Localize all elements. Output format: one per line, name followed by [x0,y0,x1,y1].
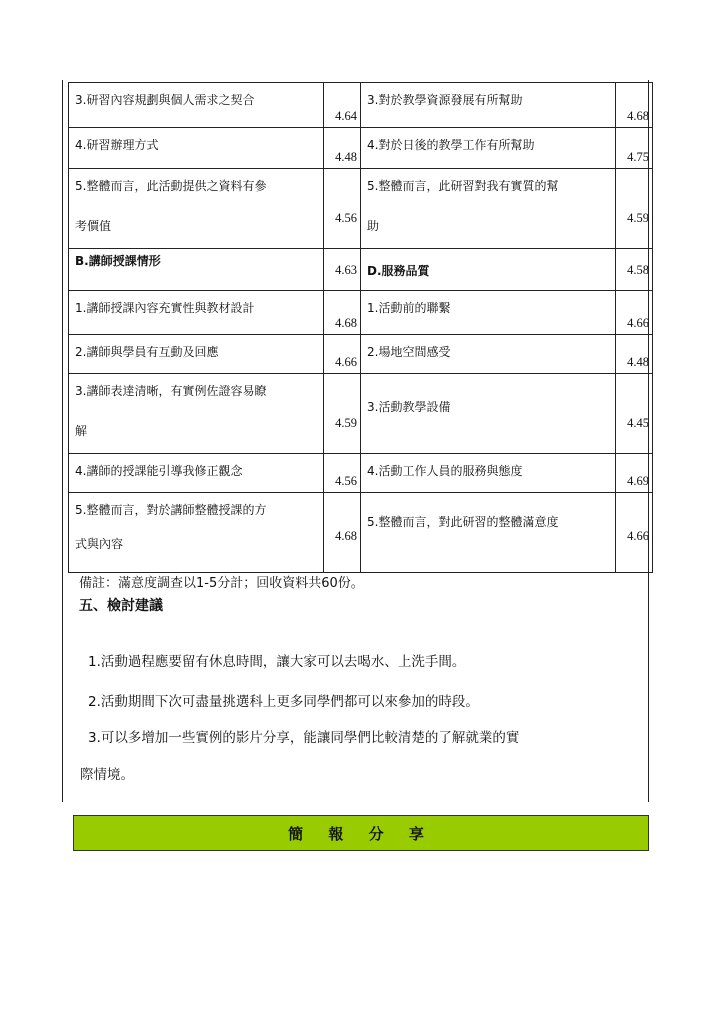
item-score-cell [324,374,361,454]
item-score-cell [616,335,653,374]
item-score: 4.48 [627,355,649,369]
item-label: 5.整體而言，對於講師整體授課的方 式與內容 [69,493,324,573]
item-score-cell [616,291,653,335]
item-score-cell [616,128,653,169]
item-label: 3.講師表達清晰，有實例佐證容易瞭 解 [69,374,324,454]
suggestion-item: 2.活動期間下次可盡量挑選科上更多同學們都可以來參加的時段。 [88,694,479,710]
banner-title: 簡 報 分 享 [288,824,434,843]
item-label: 3.活動教學設備 [361,374,616,454]
table-row [69,493,653,573]
item-score: 4.56 [335,211,357,225]
item-score-cell [324,249,361,291]
table-row [69,291,653,335]
section-label: B.講師授課情形 [69,249,324,291]
item-label: 3.對於教學資源發展有所幫助 [361,83,616,128]
item-score-cell [324,169,361,249]
item-score: 4.66 [627,529,649,543]
item-score: 4.75 [627,150,649,164]
item-score: 4.68 [335,316,357,330]
item-label: 4.活動工作人員的服務與態度 [361,454,616,493]
item-label: 2.講師與學員有互動及回應 [69,335,324,374]
table-row [69,335,653,374]
item-score-cell [616,83,653,128]
item-score-cell [324,335,361,374]
table-row [69,374,653,454]
item-score-cell [616,454,653,493]
item-score: 4.66 [335,355,357,369]
item-score: 4.59 [335,416,357,430]
presentation-share-banner [73,815,649,851]
item-score: 4.48 [335,150,357,164]
item-score: 4.45 [627,416,649,430]
item-label: 2.場地空間感受 [361,335,616,374]
item-score: 4.66 [627,316,649,330]
item-label: 5.整體而言，對此研習的整體滿意度 [361,493,616,573]
item-score: 4.59 [627,211,649,225]
item-score-cell [324,493,361,573]
table-row [69,169,653,249]
item-label: 4.研習辦理方式 [69,128,324,169]
suggestion-item: 1.活動過程應要留有休息時間，讓大家可以去喝水、上洗手間。 [88,654,466,670]
item-label: 4.講師的授課能引導我修正觀念 [69,454,324,493]
item-label: 5.整體而言，此活動提供之資料有參 考價值 [69,169,324,249]
item-label: 4.對於日後的教學工作有所幫助 [361,128,616,169]
suggestion-item-continued: 際情境。 [80,767,134,783]
section-label: D.服務品質 [361,249,616,291]
page-frame-left-border [62,80,63,802]
item-score: 4.68 [335,529,357,543]
section-title-review: 五、檢討建議 [79,598,163,614]
item-label: 5.整體而言，此研習對我有實質的幫 助 [361,169,616,249]
item-label: 1.活動前的聯繫 [361,291,616,335]
item-score: 4.69 [627,474,649,488]
table-row-section [69,249,653,291]
item-label: 1.講師授課內容充實性與教材設計 [69,291,324,335]
item-score-cell [324,128,361,169]
item-score: 4.64 [335,109,357,123]
survey-note: 備註：滿意度調查以1-5分計；回收資料共60份。 [79,576,364,591]
satisfaction-table [68,82,653,573]
table-row [69,128,653,169]
item-score-cell [324,291,361,335]
table-row [69,83,653,128]
table-row [69,454,653,493]
item-score-cell [616,374,653,454]
item-score-cell [324,454,361,493]
item-score: 4.56 [335,474,357,488]
item-score-cell [324,83,361,128]
item-score: 4.68 [627,109,649,123]
section-score: 4.63 [335,263,357,277]
item-score-cell [616,493,653,573]
suggestion-item: 3.可以多增加一些實例的影片分享，能讓同學們比較清楚的了解就業的實 [88,730,520,746]
section-score: 4.58 [627,263,649,277]
item-label: 3.研習內容規劃與個人需求之契合 [69,83,324,128]
item-score-cell [616,169,653,249]
item-score-cell [616,249,653,291]
